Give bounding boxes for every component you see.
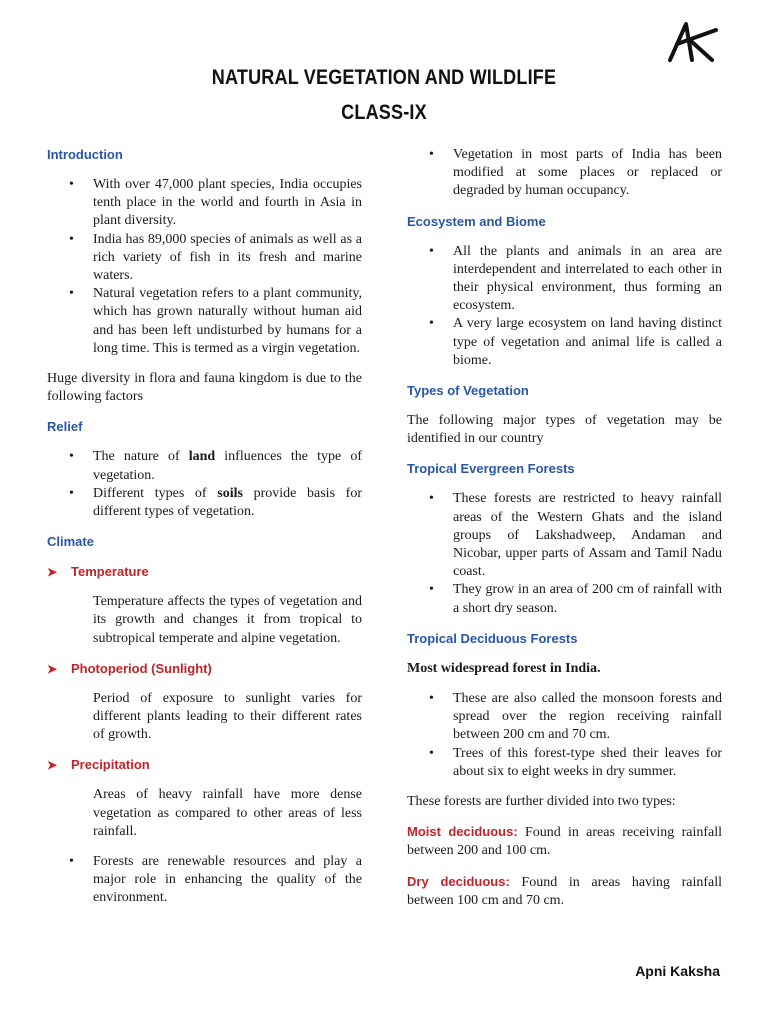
moist-deciduous-label: Moist deciduous: xyxy=(407,824,518,840)
list-item: • These are also called the monsoon forests and spread over the region receiving rainfall between 200 cm and 70 cm. xyxy=(407,690,722,745)
list-item: • Natural vegetation refers to a plant community, which has grown naturally without human aid and has been left undisturbed by humans for a long time. This is termed as a virgin vegetation. xyxy=(47,285,362,358)
list-item: • With over 47,000 plant species, India occupies tenth place in the world and fourth in Asia in plant diversity. xyxy=(47,176,362,231)
moist-deciduous-text: Found in areas receiving rainfall between 200 and 100 cm. xyxy=(407,825,722,859)
list-item: • All the plants and animals in an area are interdependent and interrelated to each other in their physical environment, thus forming an ecosystem. xyxy=(407,243,722,316)
dry-deciduous-text: Found in areas having rainfall between 100 cm and 70 cm. xyxy=(407,874,723,908)
page-title: NATURAL VEGETATION AND WILDLIFE xyxy=(211,66,557,89)
ecosystem-list xyxy=(407,243,722,370)
list-item: • They grow in an area of 200 cm of rainfall with a short dry season. xyxy=(407,581,722,617)
types-heading: Types of Vegetation xyxy=(407,383,529,399)
relief-keyword: soils xyxy=(217,485,243,501)
list-item: • A very large ecosystem on land having distinct type of vegetation and animal life is called a biome. xyxy=(407,315,722,370)
evergreen-list xyxy=(407,490,722,617)
deciduous-heading: Tropical Deciduous Forests xyxy=(407,630,578,646)
list-item: • These forests are restricted to heavy rainfall areas of the Western Ghats and the island groups of Lakshadweep, Andaman and Nicobar, upper parts of Assam and Tamil Nadu coast. xyxy=(407,490,722,581)
climate-heading: Climate xyxy=(47,534,94,550)
diversity-paragraph: Huge diversity in flora and fauna kingdom is due to the following factors xyxy=(47,371,362,405)
temperature-paragraph: Temperature affects the types of vegetation and its growth and changes it from tropical to subtropical temperate and alpine vegetation. xyxy=(93,594,362,646)
evergreen-heading: Tropical Evergreen Forests xyxy=(407,461,575,477)
relief-list xyxy=(47,448,362,521)
footer-brand: Apni Kaksha xyxy=(635,963,720,979)
divided-paragraph: These forests are further divided into two types: xyxy=(407,794,676,810)
list-item xyxy=(47,485,362,521)
dry-deciduous-label: Dry deciduous: xyxy=(407,873,510,889)
deciduous-lead: Most widespread forest in India. xyxy=(407,660,601,676)
arrow-bullet-icon: ➤ xyxy=(47,758,58,773)
list-item: • Trees of this forest-type shed their leaves for about six to eight weeks in dry summer. xyxy=(407,745,722,781)
relief-text: influences the type of vegetation. xyxy=(93,449,362,483)
relief-keyword: land xyxy=(188,449,216,465)
moist-deciduous-paragraph xyxy=(407,823,722,860)
photoperiod-heading xyxy=(47,660,362,678)
ecosystem-heading: Ecosystem and Biome xyxy=(407,213,546,229)
apni-kaksha-logo xyxy=(664,20,720,64)
list-item: • Forests are renewable resources and play a major role in enhancing the quality of the environment. xyxy=(47,853,362,908)
list-item: • Vegetation in most parts of India has been modified at some places or replaced or degraded by human occupancy. xyxy=(407,146,722,201)
page-subtitle: CLASS-IX xyxy=(341,101,427,124)
right-column xyxy=(407,146,722,922)
relief-heading: Relief xyxy=(47,419,83,435)
vegetation-list xyxy=(407,146,722,201)
temperature-label: Temperature xyxy=(71,564,149,580)
types-paragraph: The following major types of vegetation may be identified in our country xyxy=(407,413,722,447)
introduction-heading: Introduction xyxy=(47,147,123,162)
deciduous-list xyxy=(407,690,722,781)
precipitation-label: Precipitation xyxy=(71,757,150,773)
relief-text: The nature of xyxy=(93,449,189,465)
forest-list xyxy=(47,853,362,908)
left-column xyxy=(47,146,362,920)
relief-text: Different types of xyxy=(93,485,218,501)
photoperiod-label: Photoperiod (Sunlight) xyxy=(71,660,212,676)
list-item xyxy=(47,448,362,484)
photoperiod-paragraph: Period of exposure to sunlight varies for different plants leading to their different rates of growth. xyxy=(93,690,362,743)
relief-text: provide basis for different types of vegetation. xyxy=(93,485,363,520)
introduction-list xyxy=(47,176,362,358)
precipitation-heading xyxy=(47,756,362,774)
arrow-bullet-icon: ➤ xyxy=(47,661,58,676)
temperature-heading xyxy=(47,563,362,581)
arrow-bullet-icon: ➤ xyxy=(47,565,58,580)
precipitation-paragraph: Areas of heavy rainfall have more dense vegetation as compared to other areas of less rainfall. xyxy=(93,787,362,839)
list-item: • India has 89,000 species of animals as well as a rich variety of fish in its fresh and marine waters. xyxy=(47,231,362,286)
dry-deciduous-paragraph xyxy=(407,873,722,910)
